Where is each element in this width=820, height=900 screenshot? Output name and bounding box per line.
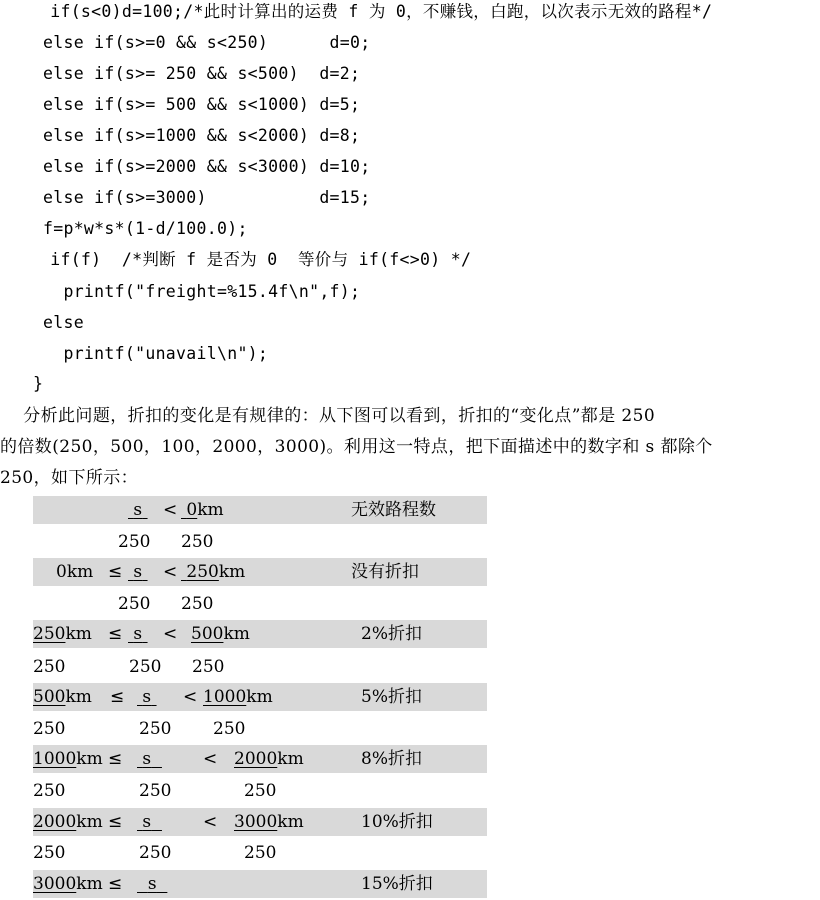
lower-bound: 3000km [33,874,103,894]
denominator: 250 [129,657,162,677]
denominator: 250 [139,719,172,739]
code-line: printf("freight=%15.4f\n",f); [43,282,361,301]
denominator: 250 [33,719,66,739]
paragraph-line: 的倍数(250，500，100，2000，3000)。利用这一特点，把下面描述中的数字和 s 都除个 [0,437,713,457]
code-line: } [33,374,44,393]
less-than-sign: < [203,749,218,769]
denominator: 250 [139,843,172,863]
paragraph-line: 250，如下所示： [0,468,139,488]
upper-bound: 1000km [203,687,273,707]
code-line: else if(s>= 250 && s<500) d=2; [43,64,361,83]
variable-s: s [133,500,143,520]
denominator: 250 [33,781,66,801]
lower-bound: 2000km [33,812,103,832]
paragraph-line: 分析此问题，折扣的变化是有规律的：从下图可以看到，折扣的“变化点”都是 250 [0,406,656,426]
variable-s: s [142,687,152,707]
discount-result: 5%折扣 [361,687,422,707]
lower-bound: 500km [33,687,92,707]
lower-bound: 0km [56,562,94,582]
less-than-sign: < [163,624,178,644]
variable-s: s [133,562,143,582]
upper-bound: 250km [186,562,246,582]
less-than-sign: < [183,687,198,707]
discount-result: 15%折扣 [361,874,433,894]
code-line: else if(s>= 500 && s<1000) d=5; [43,95,361,114]
code-line: else if(s>=0 && s<250) d=0; [43,33,371,52]
discount-result: 没有折扣 [351,562,419,582]
table-row [33,496,487,524]
code-line: else [43,313,84,332]
discount-result: 8%折扣 [361,749,422,769]
denominator: 250 [181,594,214,614]
table-row [33,808,487,836]
less-than-sign: < [163,500,178,520]
denominator: 250 [33,843,66,863]
table-row [33,745,487,773]
denominator: 250 [213,719,246,739]
less-equal-sign: ≤ [108,562,123,582]
variable-s: s [133,624,143,644]
less-equal-sign: ≤ [108,749,123,769]
code-line: if(f) /*判断 f 是否为 0 等价与 if(f<>0) */ [40,250,472,269]
table-row [33,620,487,648]
code-line: else if(s>=2000 && s<3000) d=10; [43,157,371,176]
code-line: f=p*w*s*(1-d/100.0); [43,219,248,238]
denominator: 250 [181,532,214,552]
upper-bound: 3000km [234,812,304,832]
table-row [33,683,487,711]
less-than-sign: < [163,562,178,582]
denominator: 250 [244,781,277,801]
denominator: 250 [244,843,277,863]
discount-result: 10%折扣 [361,812,433,832]
code-line: else if(s>=1000 && s<2000) d=8; [43,126,361,145]
lower-bound: 1000km [33,749,103,769]
variable-s: s [142,812,152,832]
code-line: if(s<0)d=100;/*此时计算出的运费 f 为 0，不赚钱，白跑，以次表示无效的路程*/ [40,2,713,21]
denominator: 250 [33,657,66,677]
variable-s: s [147,874,157,894]
less-equal-sign: ≤ [108,812,123,832]
code-line: printf("unavail\n"); [43,344,269,363]
denominator: 250 [118,532,151,552]
code-line: else if(s>=3000) d=15; [43,188,371,207]
less-equal-sign: ≤ [110,687,125,707]
denominator: 250 [139,781,172,801]
discount-result: 2%折扣 [361,624,422,644]
less-equal-sign: ≤ [108,874,123,894]
less-equal-sign: ≤ [108,624,123,644]
upper-bound: 2000km [234,749,304,769]
less-than-sign: < [203,812,218,832]
discount-result: 无效路程数 [351,500,436,520]
table-row [33,870,487,898]
upper-bound: 500km [191,624,250,644]
lower-bound: 250km [33,624,92,644]
upper-bound: 0km [186,500,224,520]
table-row [33,558,487,586]
denominator: 250 [118,594,151,614]
denominator: 250 [192,657,225,677]
variable-s: s [142,749,152,769]
